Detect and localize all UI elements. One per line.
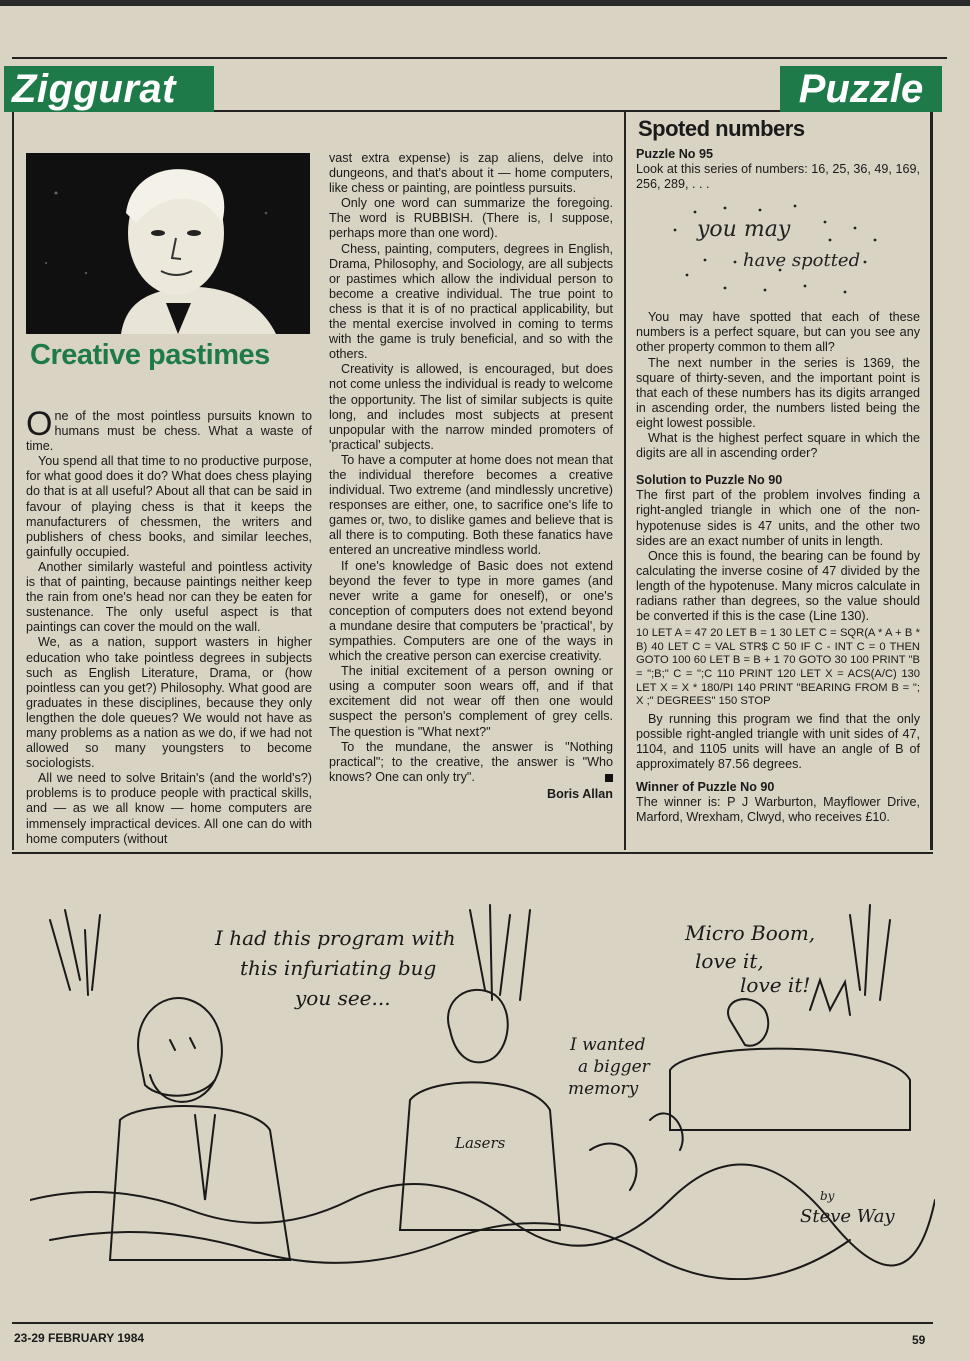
top-edge	[0, 0, 970, 6]
issue-date: 23-29 FEBRUARY 1984	[14, 1331, 145, 1345]
footer-rule	[12, 1322, 933, 1324]
author-name: Boris Allan	[546, 786, 613, 801]
puzzle-title: Spoted numbers	[638, 116, 805, 141]
article-column-2	[329, 151, 613, 802]
page-number: 59	[912, 1333, 926, 1347]
solution-paragraph: Once this is found, the bearing can be found by calculating the inverse cosine of 47 divided by the length of the hypotenuse. Many micros calculate in radians rather than degrees, so the value should be converted if this is the case (Line 130).	[636, 548, 920, 624]
article-paragraph: To have a computer at home does not mean that the individual therefore becomes a creative individual. Two extreme (and mindlessly uncretive) responses are either, one, to sacrifice one's life to games or, two, to dislike games and believe that is all there is to computing. Both these fanatics have entered an uncreative mindless world.	[329, 452, 613, 558]
solution-heading: Solution to Puzzle No 90	[636, 473, 783, 488]
speech-line: you see...	[295, 986, 391, 1010]
article-paragraph: All we need to solve Britain's (and the world's?) problems is to produce people with practical skills, and — as we all know — home computers are immensely impractical devices. All one can do with home computers (without	[26, 771, 312, 846]
winner-heading: Winner of Puzzle No 90	[636, 780, 775, 795]
basic-listing: 10 LET A = 47 20 LET B = 1 30 LET C = SQR(A * A + B * B) 40 LET C = VAL STR$ C 50 IF C - INT C = 0 THEN GOTO 100 60 LET B = B + 1 70 GOTO 30 100 PRINT "B = ";B;" C = ";C 110 PRINT 120 LET X = ACS(A/C) 130 LET X = X * 180/PI 140 PRINT "BEARING FROM B = "; X ;" DEGREES" 150 STOP	[636, 627, 920, 708]
speech-line: memory	[568, 1079, 639, 1099]
speech-line: love it,	[695, 949, 764, 973]
puzzle-heading: Puzzle No 95	[636, 147, 713, 161]
puzzle-paragraph: You may have spotted that each of these numbers is a perfect square, but can you see any other property common to them all?	[636, 310, 920, 355]
article-paragraph: Chess, painting, computers, degrees in English, Drama, Philosophy, and Sociology, are all subjects or pastimes which allow the individual person to become a creative individual. The true point to chess is that it is of no practical applicability, but the mental exercise involved in coming to terms with the game is truly beneficial, and so with the others.	[329, 241, 613, 362]
section-banner-left: Ziggurat	[4, 66, 214, 112]
article-paragraph: Another similarly wasteful and pointless activity is that of painting, because paintings neither keep the rain from one's head nor can they be eaten for sustenance. The only useful aspect is that paintings can cover the mould on the wall.	[26, 559, 312, 635]
note-line-1: you may	[697, 217, 791, 242]
puzzle-intro: Look at this series of numbers: 16, 25, 36, 49, 169, 256, 289, . . .	[636, 162, 920, 192]
article-title: Creative pastimes	[30, 339, 270, 371]
top-rule	[12, 57, 947, 59]
column-divider	[624, 112, 626, 850]
article-paragraph: vast extra expense) is zap aliens, delve into dungeons, and that's about it — home computers, like chess or painting, are pointless pursuits.	[329, 151, 613, 196]
frame-left	[12, 112, 14, 850]
header-rule	[214, 110, 780, 112]
article-paragraph: The initial excitement of a person owning or using a computer soon wears off, and if that excitement did not wear off then one would suspect the person's complement of grey cells. The question is "What next?"	[329, 664, 613, 739]
end-mark	[605, 774, 613, 782]
signature-by: by	[820, 1189, 835, 1203]
article-paragraph: One of the most pointless pursuits known to humans must be chess. What a waste of time.	[26, 405, 312, 454]
article-paragraph: If one's knowledge of Basic does not extend beyond the fever to type in more games (and never write a game for oneself), or one's conception of computers does not extend beyond a mundane desire that computers be 'practical', by sympathies. Computers are one of the ways in which the creative person can exercise creativity.	[329, 558, 613, 664]
speech-line: I had this program with	[215, 926, 456, 950]
article-paragraph: You spend all that time to no productive purpose, for what good does it do? What does chess playing do that is at all useful? About all that can be said in favour of playing chess is that it keeps the manufacturers of chessmen, the writers and publishers of chess books, and similar leeches, gainfully occupied.	[26, 454, 312, 559]
article-paragraph: To the mundane, the answer is "Nothing practical"; to the creative, the answer is "Who knows? One can only try".	[329, 739, 613, 784]
article-paragraph: We, as a nation, support wasters in higher education who take pointless degrees in subjects such as English Literature, Drama, or (how pointless can you get?) Philosophy. What good are graduates in these disciplines, because they only lengthen the dole queues? We would not have as many problems as a nation as we do, if we had not allowed so many youngsters to become sociologists.	[26, 635, 312, 771]
handwritten-note	[665, 200, 895, 300]
frame-right	[930, 112, 933, 850]
winner-text: The winner is: P J Warburton, Mayflower Drive, Marford, Wrexham, Clwyd, who receives £10.	[636, 795, 920, 825]
speech-line: Micro Boom,	[685, 921, 816, 945]
solution-paragraph: The first part of the problem involves finding a right-angled triangle in which one of the non-hypotenuse sides is 47 units, and the other two sides are an exact number of units in length.	[636, 488, 920, 548]
note-line-2: have spotted	[743, 250, 861, 271]
cartoon-illustration	[30, 900, 935, 1280]
puzzle-paragraph: What is the highest perfect square in which the digits are all in ascending order?	[636, 431, 920, 461]
author-photo	[26, 153, 310, 334]
puzzle-paragraph: The next number in the series is 1369, the square of thirty-seven, and the important point is that each of these numbers has its digits arranged in ascending order, the numbers listed being the eight lowest possible.	[636, 355, 920, 430]
speech-line: I wanted	[570, 1035, 646, 1055]
article-column-1	[26, 405, 312, 847]
speech-line: love it!	[740, 973, 811, 997]
artist-signature: Steve Way	[800, 1206, 895, 1227]
tshirt-label: Lasers	[455, 1134, 506, 1152]
drop-cap: O	[26, 405, 53, 443]
speech-line: a bigger	[578, 1057, 650, 1077]
solution-result: By running this program we find that the only possible right-angled triangle with unit sides of 47, 1104, and 1105 units will have an angle of B of approximately 87.56 degrees.	[636, 711, 920, 771]
article-paragraph: Only one word can summarize the foregoing. The word is RUBBISH. (There is, I suppose, perhaps more than one word).	[329, 196, 613, 241]
bottom-rule	[12, 852, 933, 854]
article-paragraph: Creativity is allowed, is encouraged, but does not come unless the individual is ready to welcome the opportunity. The list of similar subjects is quite long, and includes most subjects at present unpopular with the narrow minded promoters of 'practical' subjects.	[329, 362, 613, 452]
speech-line: this infuriating bug	[240, 956, 437, 980]
section-banner-right: Puzzle	[780, 66, 942, 112]
